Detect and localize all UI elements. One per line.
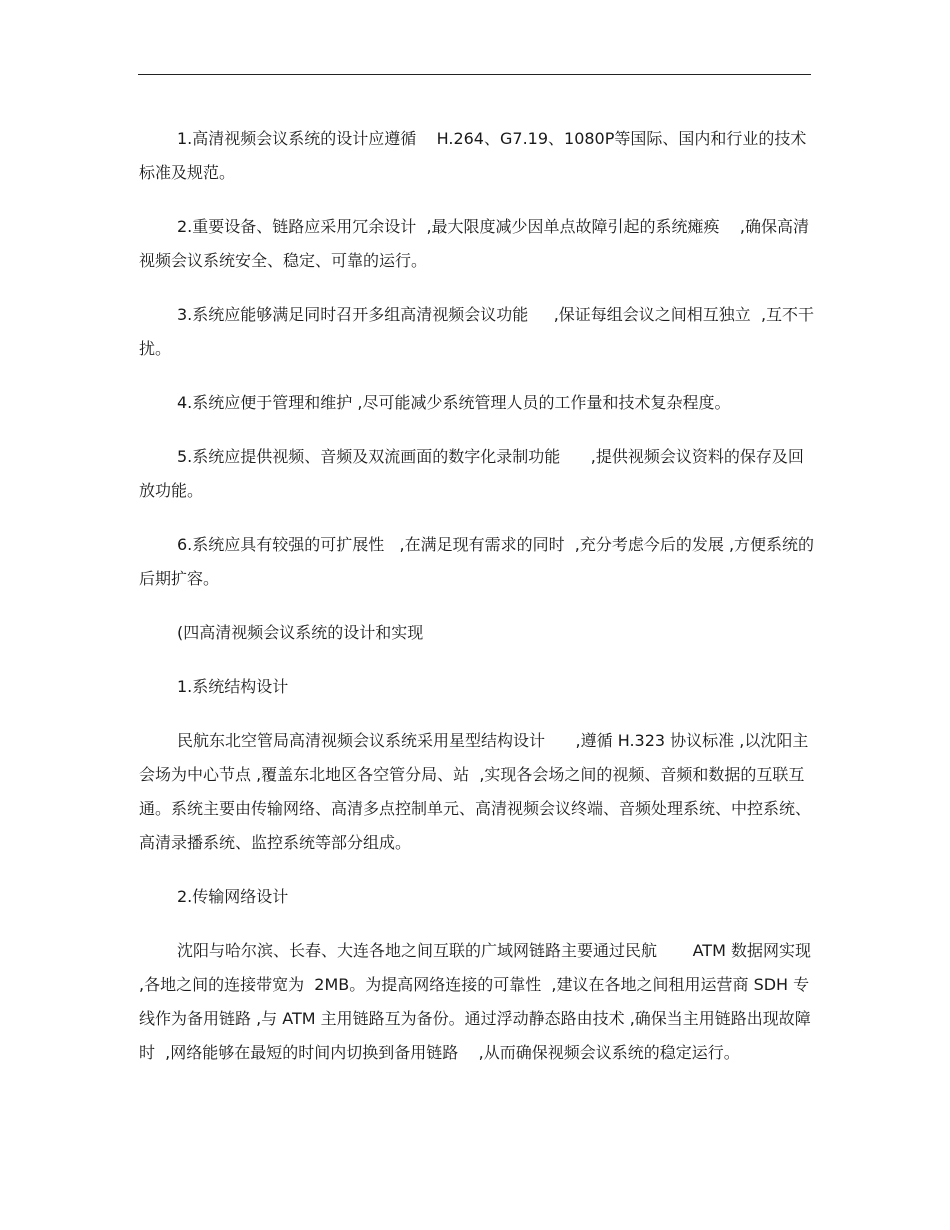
requirement-paragraph-1: 1.高清视频会议系统的设计应遵循 H.264、G7.19、1080P等国际、国内和行业的技术标准及规范。: [139, 129, 807, 182]
requirement-paragraph-4: 4.系统应便于管理和维护 ,尽可能减少系统管理人员的工作量和技术复杂程度。: [177, 393, 731, 412]
header-rule: [138, 74, 811, 75]
section-heading: (四高清视频会议系统的设计和实现: [177, 623, 424, 642]
document-body: [139, 122, 819, 1090]
subsection-heading-network: 2.传输网络设计: [177, 887, 289, 906]
network-design-paragraph: 沈阳与哈尔滨、长春、大连各地之间互联的广域网链路主要通过民航 ATM 数据网实现 ,各地之间的连接带宽为 2MB。为提高网络连接的可靠性 ,建议在各地之间租用运营商 SDH 专线作为备用链路 ,与 ATM 主用链路互为备份。通过浮动静态路由技术 ,确保当主用链路出现故障时 ,网络能够在最短的时间内切换到备用链路 ,从而确保视频会议系统的稳定运行。: [139, 941, 817, 1062]
subsection-heading-structure: 1.系统结构设计: [177, 677, 289, 696]
requirement-paragraph-3: 3.系统应能够满足同时召开多组高清视频会议功能 ,保证每组会议之间相互独立 ,互不干扰。: [139, 305, 815, 358]
requirement-paragraph-6: 6.系统应具有较强的可扩展性 ,在满足现有需求的同时 ,充分考虑今后的发展 ,方便系统的后期扩容。: [139, 535, 815, 588]
requirement-paragraph-5: 5.系统应提供视频、音频及双流画面的数字化录制功能 ,提供视频会议资料的保存及回放功能。: [139, 447, 804, 500]
requirement-paragraph-2: 2.重要设备、链路应采用冗余设计 ,最大限度减少因单点故障引起的系统瘫痪 ,确保高清视频会议系统安全、稳定、可靠的运行。: [139, 217, 809, 270]
structure-design-paragraph: 民航东北空管局高清视频会议系统采用星型结构设计 ,遵循 H.323 协议标准 ,以沈阳主会场为中心节点 ,覆盖东北地区各空管分局、站 ,实现各会场之间的视频、音频和数据的互联互通。系统主要由传输网络、高清多点控制单元、高清视频会议终端、音频处理系统、中控系统、高清录播系统、监控系统等部分组成。: [139, 731, 812, 852]
